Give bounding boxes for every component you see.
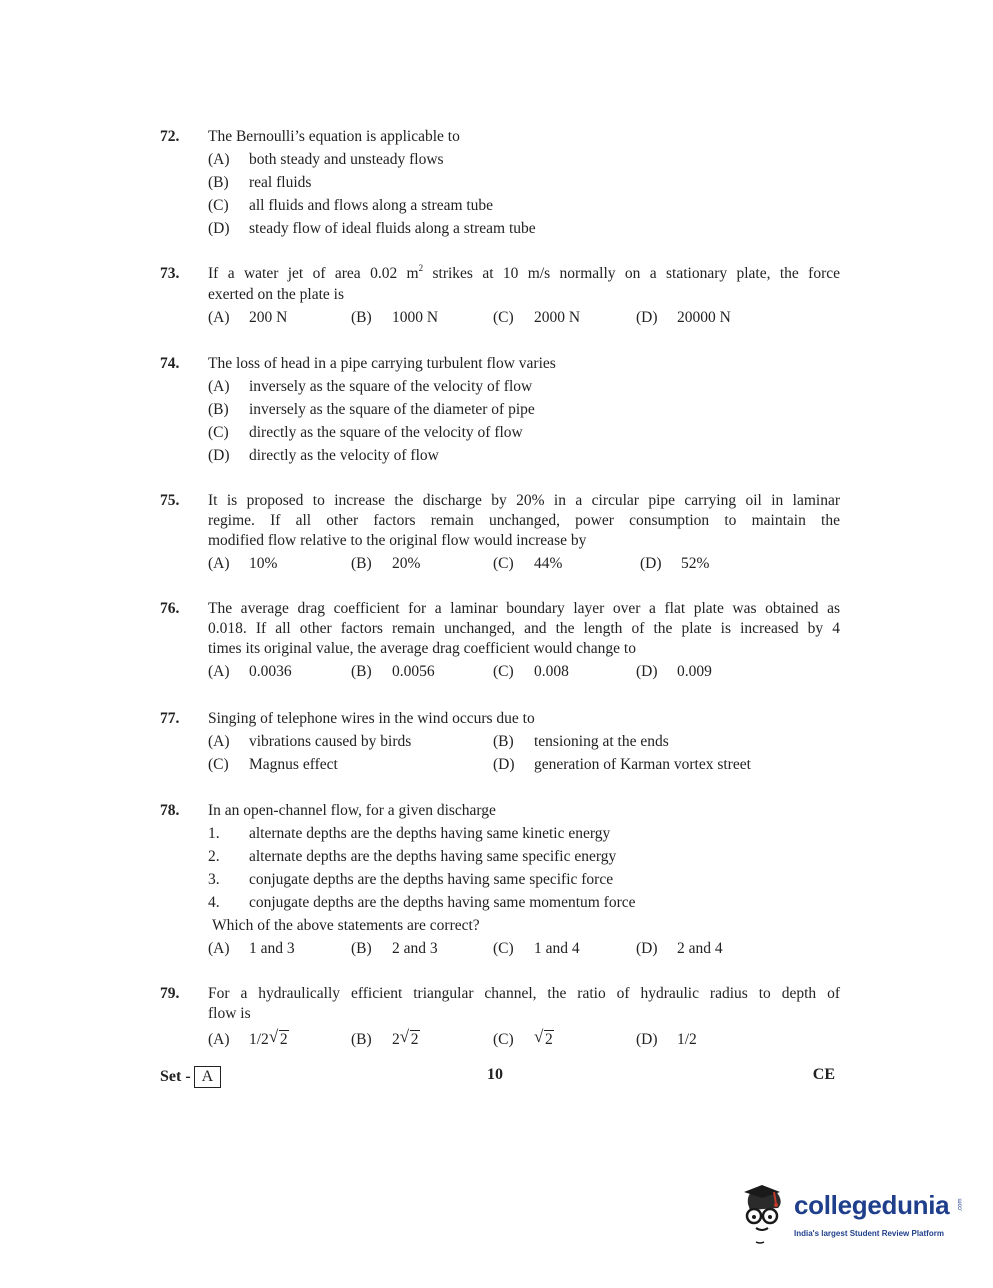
- question-prompt: Which of the above statements are correct?: [212, 917, 480, 934]
- option-a: (A) 200 N: [208, 309, 288, 326]
- question-number: 72.: [160, 128, 180, 145]
- statement-3: 3. conjugate depths are the depths having same specific force: [208, 871, 614, 888]
- option-d: (D) directly as the velocity of flow: [208, 447, 439, 464]
- question-number: 75.: [160, 492, 180, 509]
- question-number: 79.: [160, 985, 180, 1002]
- paper-code: CE: [812, 1066, 835, 1083]
- option-c: (C) √ 2: [493, 1027, 553, 1048]
- option-d: (D) 0.009: [636, 663, 712, 680]
- question-number: 73.: [160, 265, 180, 282]
- option-d: (D) 52%: [640, 555, 710, 572]
- collegedunia-watermark: [736, 1180, 966, 1250]
- option-d: (D) steady flow of ideal fluids along a stream tube: [208, 220, 536, 237]
- question-stem-line: modified flow relative to the original flow would increase by: [208, 532, 587, 549]
- question-number: 74.: [160, 355, 180, 372]
- page-number: 10: [487, 1066, 503, 1083]
- question-stem-line: It is proposed to increase the discharge by 20% in a circular pipe carrying oil in laminar: [208, 492, 840, 509]
- question-stem: In an open-channel flow, for a given discharge: [208, 802, 496, 819]
- option-b: (B) tensioning at the ends: [493, 733, 669, 750]
- question-74: [160, 352, 850, 467]
- square-root-icon: √ 2: [399, 1027, 419, 1048]
- option-a: (A) 1/2 √ 2: [208, 1027, 288, 1048]
- question-stem-line: 0.018. If all other factors remain unchanged, and the length of the plate is increased by 4: [208, 620, 840, 637]
- options-row: [208, 307, 850, 330]
- option-b: (B) 2 √ 2: [351, 1027, 419, 1048]
- question-77: [160, 707, 850, 776]
- set-box: A: [194, 1066, 222, 1088]
- question-78: [160, 799, 850, 960]
- brand-tagline: India's largest Student Review Platform: [794, 1229, 944, 1238]
- option-c: (C) directly as the square of the velocity of flow: [208, 424, 523, 441]
- statement-1: 1. alternate depths are the depths having same kinetic energy: [208, 825, 611, 842]
- question-stem: The Bernoulli’s equation is applicable to: [208, 128, 460, 145]
- question-stem-line: The average drag coefficient for a laminar boundary layer over a flat plate was obtained as: [208, 600, 840, 617]
- option-c: (C) all fluids and flows along a stream tube: [208, 197, 494, 214]
- option-b: (B) 20%: [351, 555, 421, 572]
- option-a: (A) vibrations caused by birds: [208, 733, 412, 750]
- question-79: [160, 984, 850, 1053]
- option-b: (B) 0.0056: [351, 663, 435, 680]
- option-c: (C) 2000 N: [493, 309, 581, 326]
- question-stem: Singing of telephone wires in the wind occurs due to: [208, 710, 535, 727]
- question-73: [160, 263, 850, 330]
- option-a: (A) 0.0036: [208, 663, 292, 680]
- question-72: [160, 125, 850, 240]
- question-75: [160, 491, 850, 577]
- option-c: (C) 44%: [493, 555, 563, 572]
- square-root-icon: √ 2: [534, 1027, 553, 1048]
- brand-domain: .com: [957, 1198, 964, 1212]
- option-d: (D) generation of Karman vortex street: [493, 756, 751, 773]
- question-stem: If a water jet of area 0.02 $m^2$ strikes at 10 m/s normally on a stationary plate, the force: [208, 263, 840, 282]
- statement-2: 2. alternate depths are the depths having same specific energy: [208, 848, 617, 865]
- options-row: [208, 1027, 850, 1053]
- option-b: (B) 1000 N: [351, 309, 439, 326]
- question-stem-cont: exerted on the plate is: [208, 286, 345, 303]
- option-a: (A) 10%: [208, 555, 278, 572]
- question-stem-line: regime. If all other factors remain unchanged, power consumption to maintain the: [208, 512, 840, 529]
- options-row: [208, 753, 850, 776]
- square-root-icon: √ 2: [268, 1027, 288, 1048]
- option-d: (D) 2 and 4: [636, 940, 723, 957]
- option-a: (A) inversely as the square of the velocity of flow: [208, 378, 533, 395]
- option-c: (C) 1 and 4: [493, 940, 580, 957]
- option-b: (B) 2 and 3: [351, 940, 438, 957]
- option-b: (B) real fluids: [208, 174, 312, 191]
- page-footer: [160, 1066, 835, 1090]
- option-c: (C) 0.008: [493, 663, 569, 680]
- option-b: (B) inversely as the square of the diameter of pipe: [208, 401, 535, 418]
- brand-name: collegedunia: [794, 1190, 950, 1220]
- question-stem: The loss of head in a pipe carrying turbulent flow varies: [208, 355, 556, 372]
- options-row: [208, 937, 850, 960]
- question-stem-line: For a hydraulically efficient triangular channel, the ratio of hydraulic radius to depth of: [208, 985, 840, 1002]
- question-76: [160, 599, 850, 685]
- option-c: (C) Magnus effect: [208, 756, 338, 773]
- question-stem-line: flow is: [208, 1005, 251, 1022]
- mascot-icon: [736, 1182, 794, 1246]
- option-a: (A) 1 and 3: [208, 940, 295, 957]
- question-stem-line: times its original value, the average drag coefficient would change to: [208, 640, 636, 657]
- option-a: (A) both steady and unsteady flows: [208, 151, 444, 168]
- options-row: [208, 730, 850, 753]
- set-indicator: Set - A: [160, 1066, 221, 1088]
- statement-4: 4. conjugate depths are the depths having same momentum force: [208, 894, 636, 911]
- question-number: 76.: [160, 600, 180, 617]
- question-number: 77.: [160, 710, 180, 727]
- option-d: (D) 20000 N: [636, 309, 731, 326]
- option-d: (D) 1/2: [636, 1031, 697, 1048]
- options-row: [208, 662, 850, 685]
- question-number: 78.: [160, 802, 180, 819]
- options-row: [208, 554, 850, 577]
